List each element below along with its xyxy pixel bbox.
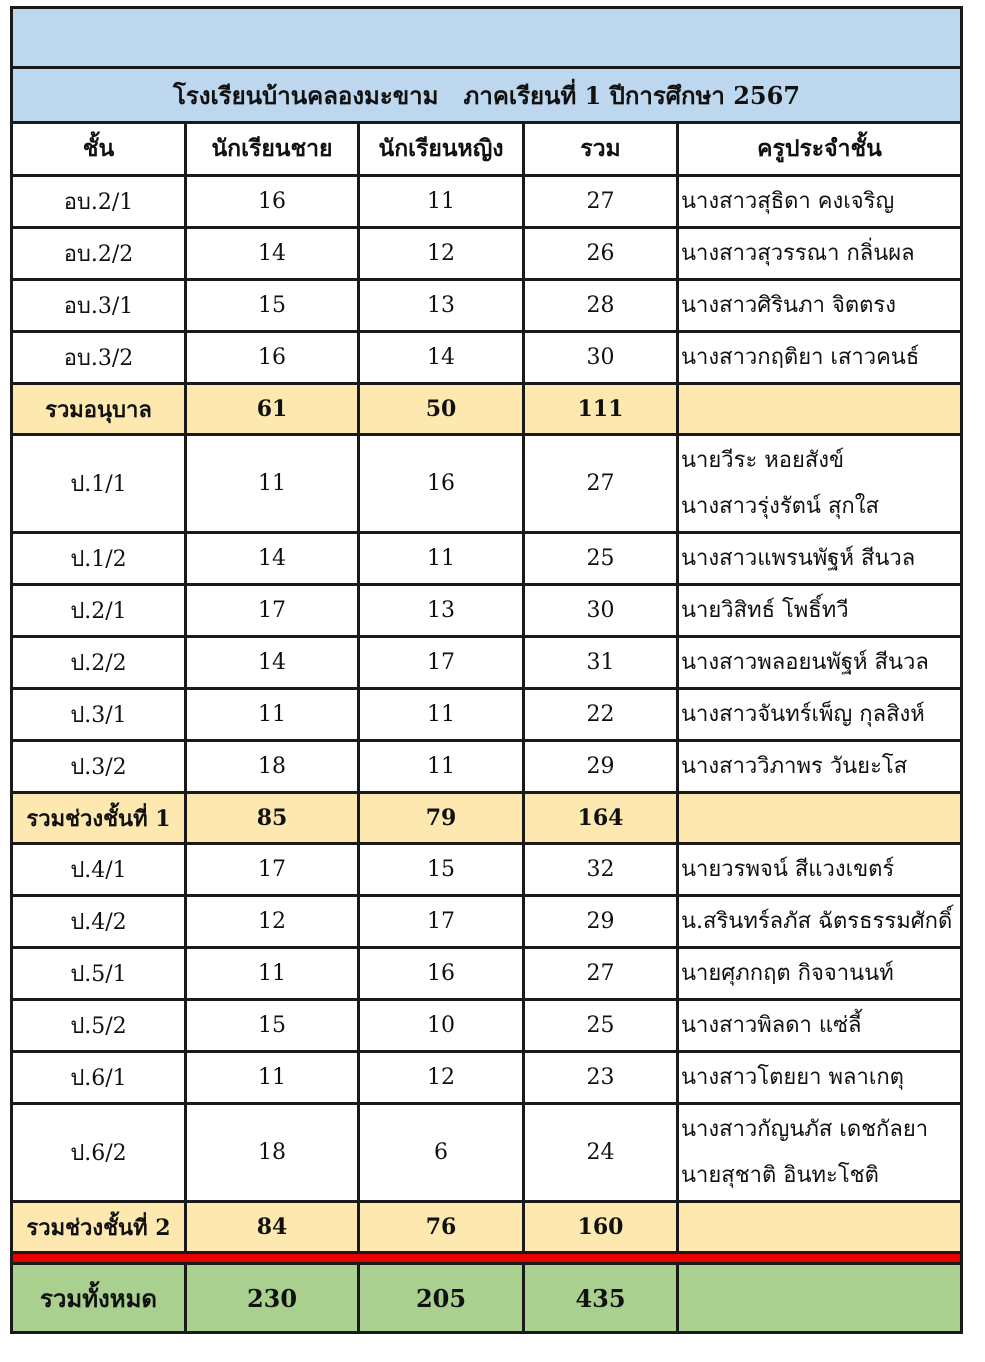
boys-count-cell: 11 <box>186 689 359 741</box>
table-row <box>12 332 962 384</box>
total-label-cell: รวมทั้งหมด <box>12 1264 186 1333</box>
total-count-cell: 23 <box>524 1052 678 1104</box>
teacher-name: นางสาวสุธิดา คงเจริญ <box>681 188 895 214</box>
table-row <box>12 1052 962 1104</box>
blank-header-cell <box>12 8 962 68</box>
class-name-cell: ป.4/2 <box>12 896 186 948</box>
teacher-cell <box>678 689 962 741</box>
class-name-cell: อบ.3/2 <box>12 332 186 384</box>
header-total: รวม <box>524 123 678 176</box>
table-row <box>12 1104 962 1202</box>
table-row <box>12 741 962 793</box>
class-name-cell: อบ.3/1 <box>12 280 186 332</box>
girls-count-cell: 16 <box>359 435 524 533</box>
total-boys-cell: 61 <box>186 384 359 435</box>
teacher-name: นางสาวโตยยา พลาเกตุ <box>681 1064 904 1090</box>
boys-count-cell: 15 <box>186 1000 359 1052</box>
table-row <box>12 637 962 689</box>
header-boys: นักเรียนชาย <box>186 123 359 176</box>
table-row <box>12 176 962 228</box>
boys-count-cell: 12 <box>186 896 359 948</box>
total-sum-cell: 435 <box>524 1264 678 1333</box>
class-name-cell: ป.1/1 <box>12 435 186 533</box>
header-girls: นักเรียนหญิง <box>359 123 524 176</box>
teacher-name: นางสาวกฤติยา เสาวคนธ์ <box>681 344 920 370</box>
table-row <box>12 689 962 741</box>
total-count-cell: 22 <box>524 689 678 741</box>
class-name-cell: ป.1/2 <box>12 533 186 585</box>
teacher-cell <box>678 637 962 689</box>
class-name-cell: ป.5/1 <box>12 948 186 1000</box>
table-row <box>12 1000 962 1052</box>
girls-count-cell: 12 <box>359 228 524 280</box>
teacher-cell <box>678 1000 962 1052</box>
total-girls-cell: 205 <box>359 1264 524 1333</box>
total-teacher-cell <box>678 384 962 435</box>
total-count-cell: 30 <box>524 585 678 637</box>
red-divider-row <box>12 1253 962 1264</box>
table-row <box>12 533 962 585</box>
table-row <box>12 948 962 1000</box>
teacher-name: นางสาวกัญนภัส เดชกัลยา <box>681 1116 929 1142</box>
total-count-cell: 25 <box>524 533 678 585</box>
girls-count-cell: 13 <box>359 585 524 637</box>
class-name-cell: ป.6/2 <box>12 1104 186 1202</box>
teacher-name: นางสาวรุ่งรัตน์ สุกใส <box>681 493 879 519</box>
girls-count-cell: 17 <box>359 637 524 689</box>
table-title: โรงเรียนบ้านคลองมะขาม ภาคเรียนที่ 1 ปีการศึกษา 2567 <box>12 68 962 123</box>
boys-count-cell: 14 <box>186 228 359 280</box>
total-count-cell: 27 <box>524 176 678 228</box>
total-boys-cell: 85 <box>186 793 359 844</box>
teacher-name: นายวีระ หอยสังข์ <box>681 447 845 473</box>
boys-count-cell: 16 <box>186 176 359 228</box>
total-count-cell: 28 <box>524 280 678 332</box>
teacher-name: นางสาวพลอยนพัฐห์ สีนวล <box>681 649 929 675</box>
total-count-cell: 32 <box>524 844 678 896</box>
boys-count-cell: 11 <box>186 435 359 533</box>
table-row <box>12 844 962 896</box>
table-row <box>12 585 962 637</box>
total-boys-cell: 84 <box>186 1202 359 1253</box>
table-row <box>12 896 962 948</box>
total-count-cell: 29 <box>524 741 678 793</box>
teacher-cell <box>678 533 962 585</box>
teacher-cell <box>678 585 962 637</box>
boys-count-cell: 18 <box>186 741 359 793</box>
total-count-cell: 24 <box>524 1104 678 1202</box>
total-girls-cell: 79 <box>359 793 524 844</box>
level2-total-row <box>12 1202 962 1253</box>
class-name-cell: ป.3/2 <box>12 741 186 793</box>
teacher-name: นางสาวแพรนพัฐห์ สีนวล <box>681 545 916 571</box>
teacher-name: นางสาวจันทร์เพ็ญ กุลสิงห์ <box>681 701 925 727</box>
header-class: ชั้น <box>12 123 186 176</box>
total-sum-cell: 160 <box>524 1202 678 1253</box>
class-name-cell: ป.2/2 <box>12 637 186 689</box>
total-label-cell: รวมช่วงชั้นที่ 2 <box>12 1202 186 1253</box>
teacher-name: นายวิสิทธ์ โพธิ์ทวี <box>681 597 849 623</box>
girls-count-cell: 6 <box>359 1104 524 1202</box>
teacher-cell <box>678 176 962 228</box>
table-row <box>12 280 962 332</box>
class-name-cell: อบ.2/2 <box>12 228 186 280</box>
boys-count-cell: 16 <box>186 332 359 384</box>
teacher-name: น.สรินทร์ลภัส ฉัตรธรรมศักดิ์ <box>681 908 953 934</box>
total-teacher-cell <box>678 1202 962 1253</box>
total-count-cell: 27 <box>524 435 678 533</box>
total-count-cell: 26 <box>524 228 678 280</box>
student-count-table <box>10 6 963 1334</box>
girls-count-cell: 11 <box>359 689 524 741</box>
boys-count-cell: 18 <box>186 1104 359 1202</box>
class-name-cell: ป.4/1 <box>12 844 186 896</box>
teacher-cell <box>678 896 962 948</box>
total-count-cell: 30 <box>524 332 678 384</box>
teacher-name: นายสุชาติ อินทะโชติ <box>681 1162 879 1188</box>
title-row <box>12 68 962 123</box>
blank-header-row <box>12 8 962 68</box>
boys-count-cell: 15 <box>186 280 359 332</box>
teacher-cell <box>678 280 962 332</box>
boys-count-cell: 14 <box>186 533 359 585</box>
teacher-cell <box>678 844 962 896</box>
teacher-cell <box>678 435 962 533</box>
boys-count-cell: 14 <box>186 637 359 689</box>
girls-count-cell: 17 <box>359 896 524 948</box>
level1-total-row <box>12 793 962 844</box>
class-name-cell: ป.2/1 <box>12 585 186 637</box>
total-count-cell: 27 <box>524 948 678 1000</box>
total-sum-cell: 111 <box>524 384 678 435</box>
teacher-name: นางสาวศิรินภา จิตตรง <box>681 292 896 318</box>
girls-count-cell: 15 <box>359 844 524 896</box>
girls-count-cell: 14 <box>359 332 524 384</box>
total-count-cell: 29 <box>524 896 678 948</box>
total-label-cell: รวมอนุบาล <box>12 384 186 435</box>
boys-count-cell: 11 <box>186 948 359 1000</box>
total-teacher-cell <box>678 793 962 844</box>
teacher-name: นางสาววิภาพร วันยะโส <box>681 753 908 779</box>
teacher-name: นายศุภกฤต กิจจานนท์ <box>681 960 894 986</box>
teacher-cell <box>678 1052 962 1104</box>
boys-count-cell: 17 <box>186 844 359 896</box>
total-girls-cell: 76 <box>359 1202 524 1253</box>
class-name-cell: อบ.2/1 <box>12 176 186 228</box>
teacher-name: นางสาวสุวรรณา กลิ่นผล <box>681 240 915 266</box>
girls-count-cell: 13 <box>359 280 524 332</box>
total-teacher-cell <box>678 1264 962 1333</box>
kinder-total-row <box>12 384 962 435</box>
total-sum-cell: 164 <box>524 793 678 844</box>
teacher-cell <box>678 1104 962 1202</box>
class-name-cell: ป.6/1 <box>12 1052 186 1104</box>
girls-count-cell: 11 <box>359 741 524 793</box>
teacher-cell <box>678 741 962 793</box>
girls-count-cell: 16 <box>359 948 524 1000</box>
header-teacher: ครูประจำชั้น <box>678 123 962 176</box>
total-count-cell: 31 <box>524 637 678 689</box>
girls-count-cell: 11 <box>359 533 524 585</box>
red-divider <box>12 1253 962 1264</box>
class-name-cell: ป.3/1 <box>12 689 186 741</box>
teacher-name: นางสาวพิลดา แซ่ลี้ <box>681 1012 862 1038</box>
teacher-cell <box>678 228 962 280</box>
total-girls-cell: 50 <box>359 384 524 435</box>
table-row <box>12 435 962 533</box>
teacher-cell <box>678 332 962 384</box>
teacher-cell <box>678 948 962 1000</box>
grand-total-row <box>12 1264 962 1333</box>
total-boys-cell: 230 <box>186 1264 359 1333</box>
total-count-cell: 25 <box>524 1000 678 1052</box>
total-label-cell: รวมช่วงชั้นที่ 1 <box>12 793 186 844</box>
boys-count-cell: 11 <box>186 1052 359 1104</box>
class-name-cell: ป.5/2 <box>12 1000 186 1052</box>
column-header-row <box>12 123 962 176</box>
table-row <box>12 228 962 280</box>
teacher-name: นายวรพจน์ สีแวงเขตร์ <box>681 856 895 882</box>
girls-count-cell: 12 <box>359 1052 524 1104</box>
boys-count-cell: 17 <box>186 585 359 637</box>
girls-count-cell: 11 <box>359 176 524 228</box>
girls-count-cell: 10 <box>359 1000 524 1052</box>
